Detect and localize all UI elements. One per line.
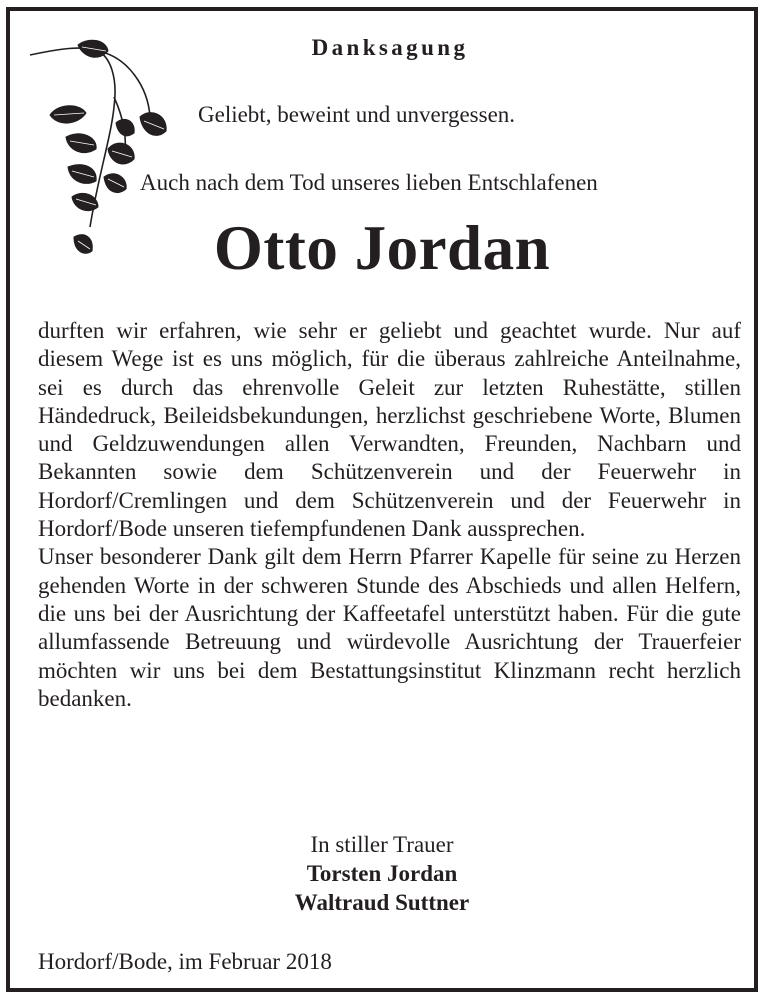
tagline: Geliebt, beweint und unvergessen. <box>198 102 516 127</box>
deceased-name: Otto Jordan <box>213 213 551 283</box>
intro-line: Auch nach dem Tod unseres lieben Entschlafenen <box>140 170 598 195</box>
paragraph-1: durften wir erfahren, wie sehr er geliebt und geachtet wurde. Nur auf diesem Wege ist es uns möglich, für die überaus zahlreiche Anteilnahme, sei es durch das ehrenvolle Geleit zur letzten Ruhestätte, stillen Händedruck, Beileidsbekundungen, herzlichst geschriebene Worte, Blumen und Geldzuwendungen allen Verwandten, Freunden, Nachbarn und Bekannten sowie dem Schützenverein und der Feuerwehr in Hordorf/Cremlingen und dem Schützenverein und der Feuerwehr in Hordorf/Bode unseren tiefempfundenen Dank aussprechen. <box>38 318 741 542</box>
heading: Danksagung <box>311 35 469 60</box>
thanks-text <box>38 317 741 713</box>
signature-block <box>10 830 754 917</box>
paragraph-2: Unser besonderer Dank gilt dem Herrn Pfarrer Kapelle für seine zu Herzen gehenden Worte in der schweren Stunde des Abschieds und allen Helfern, die uns bei der Ausrichtung der Kaffeetafel unterstützt haben. Für die gute allumfassende Betreuung und würdevolle Ausrichtung der Trauerfeier möchten wir uns bei dem Bestattungsinstitut Klinzmann recht herzlich bedanken. <box>38 544 741 711</box>
place-date: Hordorf/Bode, im Februar 2018 <box>38 949 332 974</box>
signatory-1: Torsten Jordan <box>306 861 458 886</box>
signatory-2: Waltraud Suttner <box>294 890 470 915</box>
mourning-line: In stiller Trauer <box>310 832 454 857</box>
notice-frame <box>6 7 758 992</box>
